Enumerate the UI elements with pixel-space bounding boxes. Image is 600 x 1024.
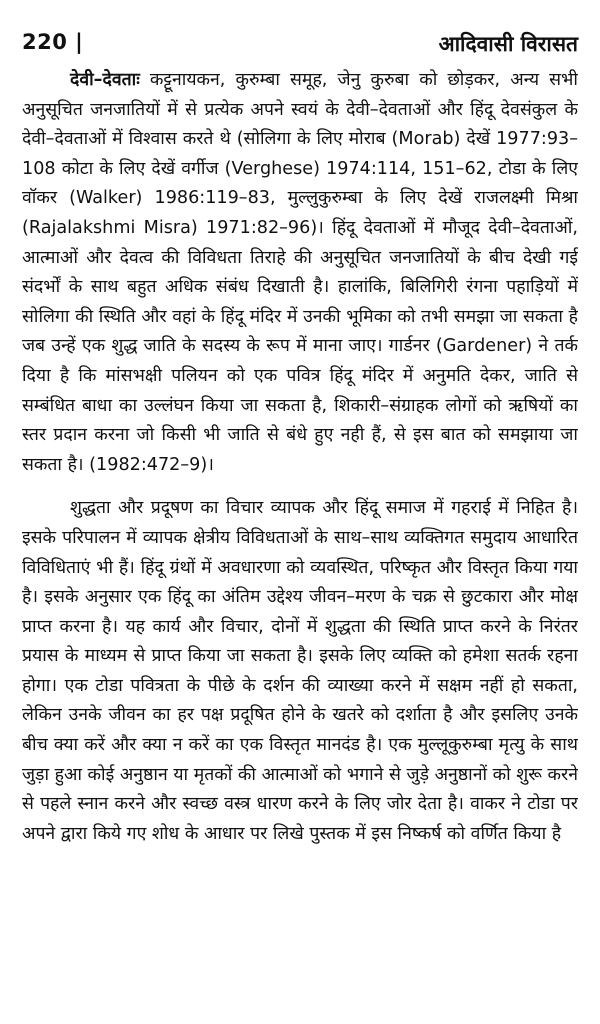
page-body (22, 66, 578, 1016)
paragraph-deities (22, 66, 578, 480)
paragraph-text: कट्टूनायकन, कुरुम्बा समूह, जेनु कुरुबा को छोड़कर, अन्य सभी अनुसूचित जनजातियों में से प्रत्येक अपने स्वयं के देवी–देवताओं और हिंदू देवसंकुल के देवी–देवताओं में विश्वास करते थे (सोलिगा के लिए मोराब (Morab) देखें 1977:93–108 कोटा के लिए देखें वर्गीज (Verghese) 1974:114, 151–62, टोडा के लिए वॉकर (Walker) 1986:119–83, मुल्लुकुरुम्बा के लिए देखें राजलक्ष्मी मिश्रा (Rajalakshmi Misra) 1971:82–96)। हिंदू देवताओं में मौजूद देवी–देवताओं, आत्माओं और देवत्व की विविधता तिराहे की अनुसूचित जनजातियों के बीच देखी गई संदर्भों के साथ बहुत अधिक संबंध दिखाती है। हालांकि, बिलिगिरी रंगना पहाड़ियों में सोलिगा की स्थिति और वहां के हिंदू मंदिर में उनकी भूमिका को तभी समझा जा सकता है जब उन्हें एक शुद्ध जाति के सदस्य के रूप में माना जाए। गार्डनर (Gardener) ने तर्क दिया है कि मांसभक्षी पलियन को एक पवित्र हिंदू मंदिर में अनुमति देकर, जाति से सम्बंधित बाधा का उल्लंघन किया जा सकता है, शिकारी–संग्राहक लोगों को ऋषियों का स्तर प्रदान करना जो किसी भी जाति से बंधे हुए नही हैं, से इस बात को समझाया जा सकता है। (1982:472–9)। (22, 70, 578, 475)
page-header (22, 30, 578, 64)
paragraph-text: शुद्धता और प्रदूषण का विचार व्यापक और हिंदू समाज में गहराई में निहित है। इसके परिपालन में व्यापक क्षेत्रीय विविधताओं के साथ–साथ व्यक्तिगत समुदाय आधारित विविधिताएं भी हैं। हिंदू ग्रंथों में अवधारणा को व्यवस्थित, परिष्कृत और विस्तृत किया गया है। इसके अनुसार एक हिंदू का अंतिम उद्देश्य जीवन–मरण के चक्र से छुटकारा और मोक्ष प्राप्त करना है। यह कार्य और विचार, दोनों में शुद्धता की स्थिति प्राप्त करने के निरंतर प्रयास के माध्यम से प्राप्त किया जा सकता है। इसके लिए व्यक्ति को हमेशा सतर्क रहना होगा। एक टोडा पवित्रता के पीछे के दर्शन की व्याख्या करने में सक्षम नहीं हो सकता, लेकिन उनके जीवन का हर पक्ष प्रदूषित होने के खतरे को दर्शाता है और इसलिए उनके बीच क्या करें और क्या न करें का एक विस्तृत मानदंड है। एक मुल्लूकुरुम्बा मृत्यु के साथ जुड़ा हुआ कोई अनुष्ठान या मृतकों की आत्माओं को भगाने से जुड़े अनुष्ठानों को शुरू करने से पहले स्नान करने और स्वच्छ वस्त्र धारण करने के लिए जोर देता है। वाकर ने टोडा पर अपने द्वारा किये गए शोध के आधार पर लिखे पुस्तक में इस निष्कर्ष को वर्णित किया है (22, 498, 578, 844)
paragraph-heading-term: देवी–देवताः (70, 70, 140, 90)
paragraph-purity-pollution (22, 494, 578, 849)
page-number: 220 | (22, 30, 84, 54)
running-title: आदिवासी विरासत (438, 32, 578, 56)
